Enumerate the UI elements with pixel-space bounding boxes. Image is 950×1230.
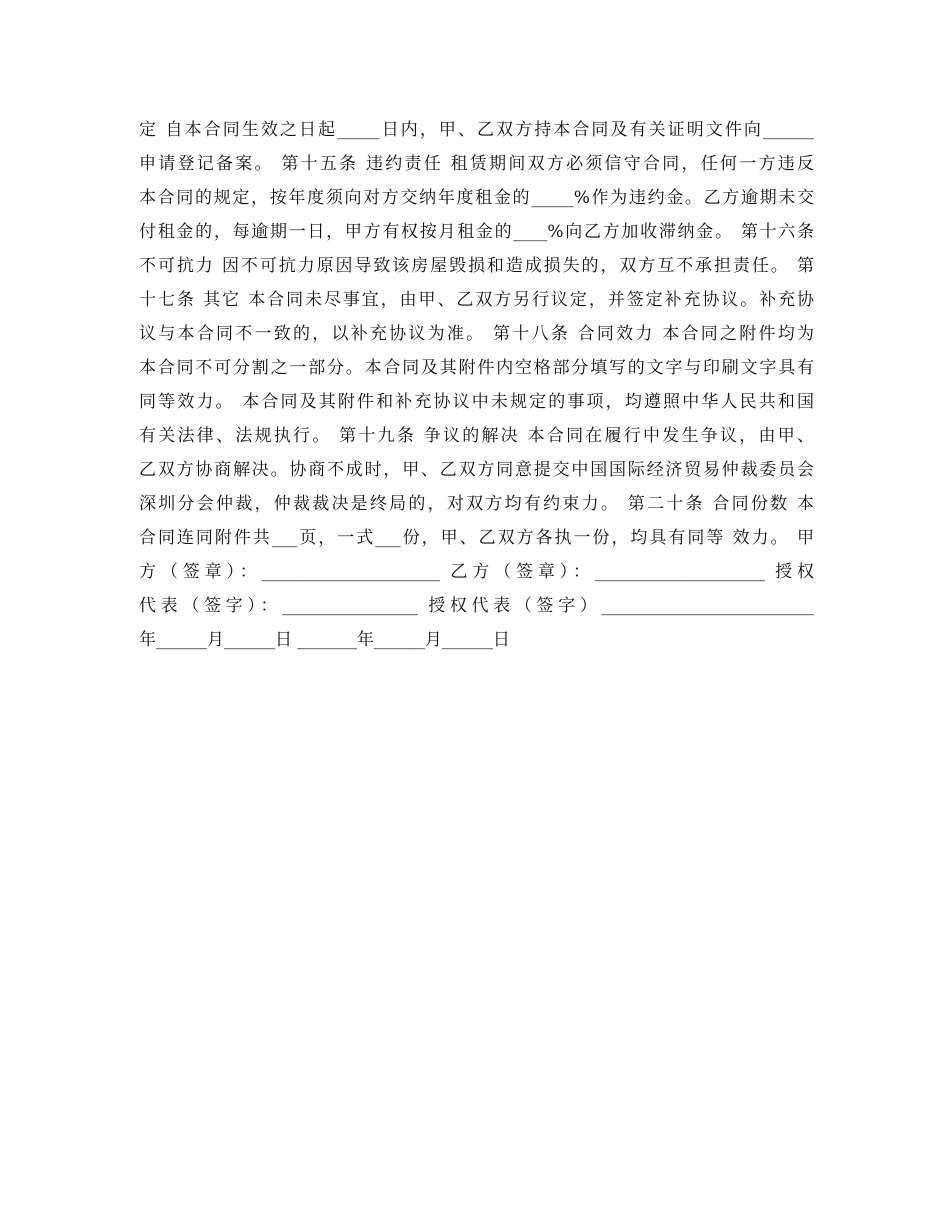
text-line: 有关法律、法规执行。 第十九条 争议的解决 本合同在履行中发生争议，由甲、 (139, 426, 814, 446)
text-line: 议与本合同不一致的，以补充协议为准。 第十八条 合同效力 本合同之附件均为 (139, 324, 814, 344)
text-line: 合同连同附件共___页，一式___份，甲、乙双方各执一份，均具有同等 效力。 甲 (139, 528, 814, 548)
text-line: 不可抗力 因不可抗力原因导致该房屋毁损和造成损失的，双方互不承担责任。 第 (139, 256, 814, 276)
text-line: 十七条 其它 本合同未尽事宜，由甲、乙双方另行议定，并签定补充协议。补充协 (139, 290, 814, 310)
text-line: 本合同不可分割之一部分。本合同及其附件内空格部分填写的文字与印刷文字具有 (139, 358, 814, 378)
text-line: 同等效力。 本合同及其附件和补充协议中未规定的事项，均遵照中华人民共和国 (139, 392, 814, 412)
text-line: 付租金的，每逾期一日，甲方有权按月租金的____%向乙方加收滞纳金。 第十六条 (139, 222, 814, 242)
contract-text (139, 113, 814, 657)
text-line: 深圳分会仲裁，仲裁裁决是终局的，对双方均有约束力。 第二十条 合同份数 本 (139, 494, 814, 514)
signature-line: 代表（签字）：________________ 授权代表（签字）_________________________ (139, 596, 814, 616)
text-line: 申请登记备案。 第十五条 违约责任 租赁期间双方必须信守合同，任何一方违反 (139, 154, 814, 174)
text-line: 定 自本合同生效之日起_____日内，甲、乙双方持本合同及有关证明文件向______ (139, 120, 814, 140)
text-line: 本合同的规定，按年度须向对方交纳年度租金的_____%作为违约金。乙方逾期未交 (139, 188, 814, 208)
date-line: 年______月______日 _______年______月______日 (139, 630, 510, 650)
text-line: 乙双方协商解决。协商不成时，甲、乙双方同意提交中国国际经济贸易仲裁委员会 (139, 460, 814, 480)
signature-line: 方（签章）：_____________________ 乙方（签章）：____________________ 授权 (139, 562, 814, 582)
